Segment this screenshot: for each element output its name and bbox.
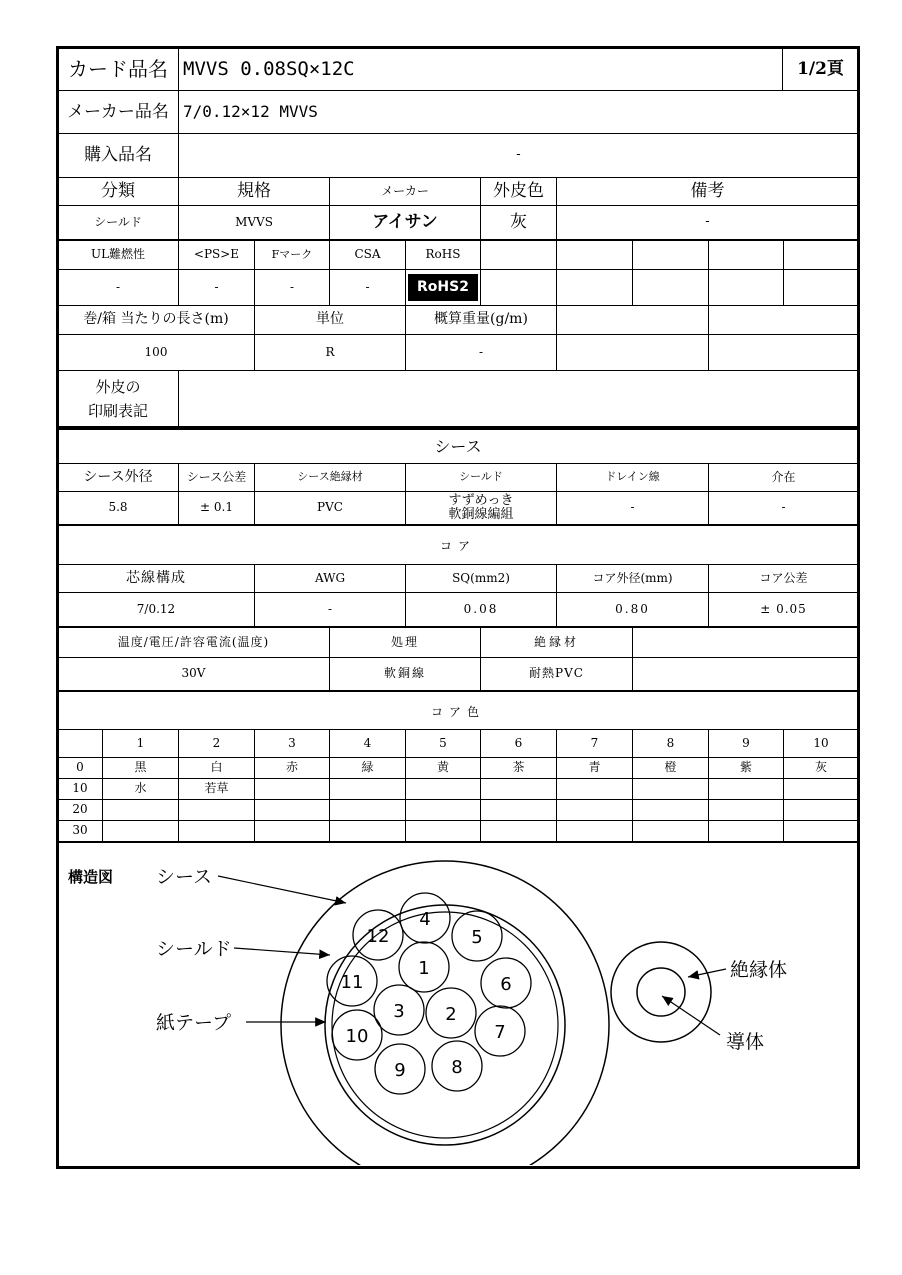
- color-col-header: 8: [633, 730, 709, 758]
- class-header: 分類: [58, 178, 179, 206]
- color-row-label: 20: [58, 800, 103, 821]
- core-number: 9: [394, 1060, 406, 1081]
- length-value-empty-2: [709, 335, 858, 371]
- color-row-label: 0: [58, 758, 103, 779]
- color-cell: [406, 800, 481, 821]
- color-value: 灰: [481, 206, 557, 241]
- color-cell: [406, 821, 481, 841]
- cert-empty-2: [557, 241, 633, 270]
- treatment-value: 軟銅線: [330, 658, 481, 692]
- filler-value: -: [709, 492, 858, 526]
- remarks-value: -: [557, 206, 858, 241]
- core-number: 3: [393, 1001, 405, 1022]
- sheath-insul-value: PVC: [255, 492, 406, 526]
- color-col-header: 10: [784, 730, 858, 758]
- maker-value: アイサン: [330, 206, 481, 241]
- unit-header: 単位: [255, 306, 406, 335]
- cert-empty-1: [481, 241, 557, 270]
- conductor-value: 7/0.12: [58, 593, 255, 628]
- color-col-header: 2: [179, 730, 255, 758]
- color-cell: [709, 821, 784, 841]
- color-cell: [255, 800, 330, 821]
- core-color-title: コア色: [58, 696, 858, 730]
- rating-value: 30V: [58, 658, 330, 692]
- color-cell: [481, 779, 557, 800]
- color-row-label: 10: [58, 779, 103, 800]
- color-cell: 水: [103, 779, 179, 800]
- drain-header: ドレイン線: [557, 464, 709, 492]
- color-cell: [784, 800, 858, 821]
- color-cell: [255, 779, 330, 800]
- sheath-title: シース: [58, 430, 858, 464]
- ul-value: -: [58, 270, 179, 306]
- color-cell: 黒: [103, 758, 179, 779]
- cert-value-empty-4: [709, 270, 784, 306]
- rating-header: 温度/電圧/許容電流(温度): [58, 628, 330, 658]
- remarks-header: 備考: [557, 178, 858, 206]
- arrow-shield: [234, 948, 330, 955]
- color-col-header: 3: [255, 730, 330, 758]
- color-cell: 茶: [481, 758, 557, 779]
- rohs-badge: RoHS2: [408, 274, 478, 301]
- shield-header: シールド: [406, 464, 557, 492]
- color-cell: [784, 821, 858, 841]
- structure-diagram: [58, 845, 858, 1165]
- core-tol-value: ± 0.05: [709, 593, 858, 628]
- rating-empty-value: [633, 658, 858, 692]
- maker-header: メーカー: [330, 178, 481, 206]
- label-sheath: シース: [156, 866, 213, 888]
- insulation-header: 絶縁材: [481, 628, 633, 658]
- cert-empty-5: [784, 241, 858, 270]
- purchase-label: 購入品名: [58, 134, 179, 178]
- awg-header: AWG: [255, 565, 406, 593]
- core-od-header: コア外径(mm): [557, 565, 709, 593]
- color-col-header: 5: [406, 730, 481, 758]
- cert-value-empty-3: [633, 270, 709, 306]
- color-row-label: 30: [58, 821, 103, 841]
- shield-value: [406, 492, 557, 526]
- core-number: 1: [418, 958, 430, 979]
- color-cell: [633, 779, 709, 800]
- core-number: 8: [451, 1057, 463, 1078]
- color-grid-corner: [58, 730, 103, 758]
- sheath-tol-header: シース公差: [179, 464, 255, 492]
- shield-value-line1: すずめっき: [448, 492, 514, 508]
- color-cell: 若草: [179, 779, 255, 800]
- length-empty-1: [557, 306, 709, 335]
- label-conductor: 導体: [726, 1031, 765, 1053]
- print-label-line2: 印刷表記: [87, 401, 148, 420]
- rating-empty-header: [633, 628, 858, 658]
- weight-value: -: [406, 335, 557, 371]
- color-cell: [557, 821, 633, 841]
- color-cell: [179, 800, 255, 821]
- color-cell: [784, 779, 858, 800]
- card-label: カード品名: [58, 48, 179, 91]
- core-number: 5: [471, 927, 483, 948]
- unit-value: R: [255, 335, 406, 371]
- length-header: 巻/箱 当たりの長さ(m): [58, 306, 255, 335]
- color-cell: [709, 800, 784, 821]
- color-cell: 赤: [255, 758, 330, 779]
- maker-part-label: メーカー品名: [58, 91, 179, 134]
- diagram-title: 構造図: [68, 868, 114, 886]
- core-number: 12: [366, 926, 390, 947]
- page-number: 1/2頁: [783, 48, 858, 91]
- arrow-conductor: [662, 996, 720, 1035]
- card-value: MVVS 0.08SQ×12C: [179, 48, 783, 91]
- ul-header: UL難燃性: [58, 241, 179, 270]
- length-value-empty-1: [557, 335, 709, 371]
- purchase-value: -: [179, 134, 858, 178]
- core-od-value: 0.80: [557, 593, 709, 628]
- arrow-insulator: [688, 969, 726, 977]
- length-empty-2: [709, 306, 858, 335]
- single-core-conductor: [637, 968, 685, 1016]
- color-cell: [709, 779, 784, 800]
- single-core-insulator: [611, 942, 711, 1042]
- color-cell: 青: [557, 758, 633, 779]
- color-col-header: 1: [103, 730, 179, 758]
- color-cell: [103, 800, 179, 821]
- shield-value-line2: 軟銅線編組: [448, 507, 514, 522]
- color-cell: [406, 779, 481, 800]
- weight-header: 概算重量(g/m): [406, 306, 557, 335]
- core-number: 2: [445, 1004, 457, 1025]
- length-value: 100: [58, 335, 255, 371]
- label-shield: シールド: [156, 938, 232, 960]
- core-tol-header: コア公差: [709, 565, 858, 593]
- class-value: シールド: [58, 206, 179, 241]
- color-header: 外皮色: [481, 178, 557, 206]
- color-cell: 橙: [633, 758, 709, 779]
- shield-circle: [325, 905, 565, 1145]
- color-cell: 紫: [709, 758, 784, 779]
- sq-value: 0.08: [406, 593, 557, 628]
- color-cell: [330, 779, 406, 800]
- drain-value: -: [557, 492, 709, 526]
- sheath-od-header: シース外径: [58, 464, 179, 492]
- sheath-od-value: 5.8: [58, 492, 179, 526]
- csa-value: -: [330, 270, 406, 306]
- arrow-sheath: [218, 876, 346, 903]
- cert-empty-4: [709, 241, 784, 270]
- treatment-header: 処理: [330, 628, 481, 658]
- section-divider-diagram: [56, 841, 860, 843]
- cert-empty-3: [633, 241, 709, 270]
- color-cell: [179, 821, 255, 841]
- core-number: 11: [340, 972, 364, 993]
- color-cell: [330, 821, 406, 841]
- fmark-value: -: [255, 270, 330, 306]
- color-cell: 黄: [406, 758, 481, 779]
- color-cell: [557, 800, 633, 821]
- sq-header: SQ(mm2): [406, 565, 557, 593]
- core-number: 6: [500, 974, 512, 995]
- color-cell: 白: [179, 758, 255, 779]
- core-number: 4: [419, 909, 431, 930]
- awg-value: -: [255, 593, 406, 628]
- color-cell: [103, 821, 179, 841]
- print-value: [179, 371, 858, 427]
- conductor-header: 芯線構成: [58, 565, 255, 593]
- sheath-insul-header: シース絶縁材: [255, 464, 406, 492]
- maker-part-value: 7/0.12×12 MVVS: [179, 91, 858, 134]
- label-insulator: 絶縁体: [730, 959, 788, 981]
- csa-header: CSA: [330, 241, 406, 270]
- print-label: [58, 371, 179, 427]
- core-number: 7: [494, 1022, 506, 1043]
- filler-header: 介在: [709, 464, 858, 492]
- core-title: コア: [58, 530, 858, 565]
- color-cell: [255, 821, 330, 841]
- cert-value-empty-2: [557, 270, 633, 306]
- rohs-header: RoHS: [406, 241, 481, 270]
- color-cell: [481, 821, 557, 841]
- color-cell: 灰: [784, 758, 858, 779]
- pse-header: <PS>E: [179, 241, 255, 270]
- pse-value: -: [179, 270, 255, 306]
- color-cell: [633, 821, 709, 841]
- core-number: 10: [345, 1026, 369, 1047]
- fmark-header: Fマーク: [255, 241, 330, 270]
- cert-value-empty-1: [481, 270, 557, 306]
- color-cell: [481, 800, 557, 821]
- standard-value: MVVS: [179, 206, 330, 241]
- sheath-tol-value: ± 0.1: [179, 492, 255, 526]
- cert-value-empty-5: [784, 270, 858, 306]
- label-tape: 紙テープ: [156, 1012, 232, 1034]
- color-cell: [633, 800, 709, 821]
- print-label-line1: 外皮の: [95, 377, 141, 396]
- standard-header: 規格: [179, 178, 330, 206]
- color-col-header: 6: [481, 730, 557, 758]
- insulation-value: 耐熱PVC: [481, 658, 633, 692]
- color-col-header: 9: [709, 730, 784, 758]
- color-col-header: 4: [330, 730, 406, 758]
- color-col-header: 7: [557, 730, 633, 758]
- color-cell: [330, 800, 406, 821]
- color-cell: [557, 779, 633, 800]
- color-cell: 緑: [330, 758, 406, 779]
